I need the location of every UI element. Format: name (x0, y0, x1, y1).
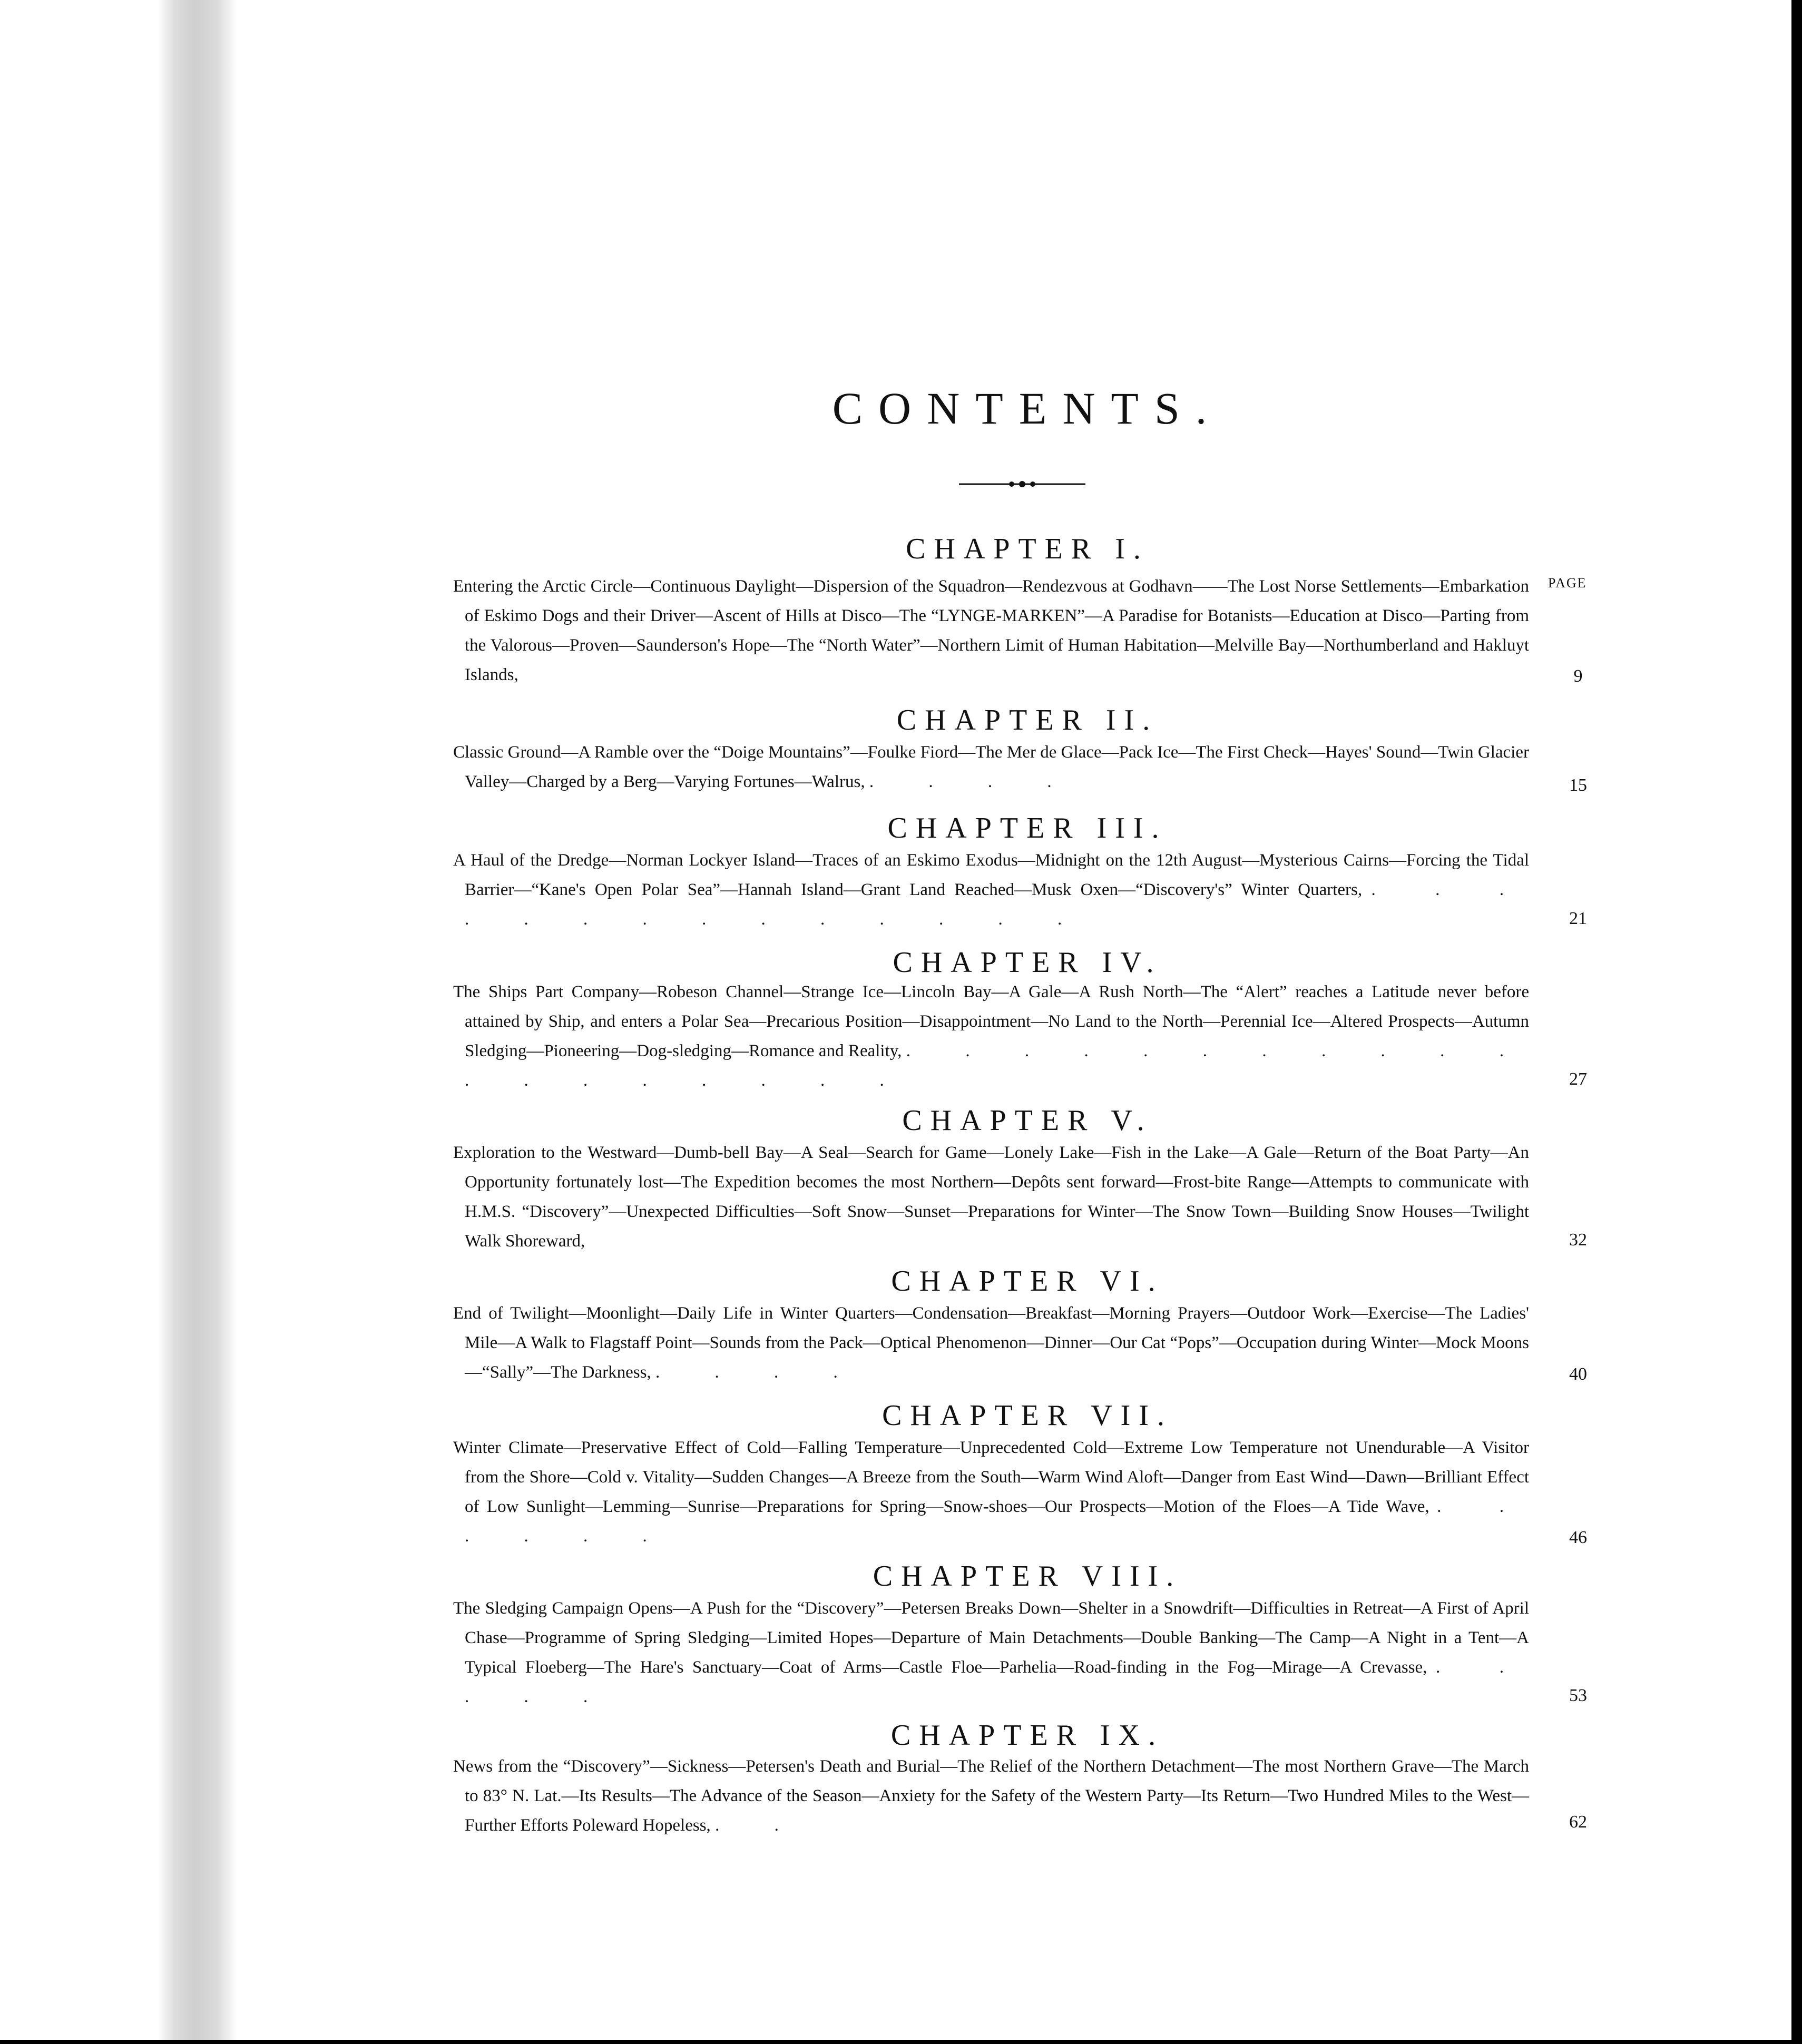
chapter-description-text: The Sledging Campaign Opens—A Push for the “Discovery”—Petersen Breaks Down—Shelter in a Snowdrift—Difficulties in Retreat—A First of April Chase—Programme of Spring Sledging—Limited Hopes—Departure of Main Detachments—Double Banking—The Camp—A Night in a Tent—A Typical Floeberg—The Hare's Sanctuary—Coat of Arms—Castle Floe—Parhelia—Road-finding in the Fog—Mirage—A Crevasse, (453, 1599, 1529, 1677)
chapter-description-text: End of Twilight—Moonlight—Daily Life in Winter Quarters—Condensation—Breakfast—Morning Prayers—Outdoor Work—Exercise—The Ladies' Mile—A Walk to Flagstaff Point—Sounds from the Pack—Optical Phenomenon—Dinner—Our Cat “Pops”—Occupation during Winter—Mock Moons—“Sally”—The Darkness, (453, 1304, 1529, 1382)
chapter-heading: CHAPTER IX. (890, 1719, 1164, 1752)
chapter-description-text: The Ships Part Company—Robeson Channel—Strange Ice—Lincoln Bay—A Gale—A Rush North—The “Alert” reaches a Latitude never before attained by Ship, and enters a Polar Sea—Precarious Position—Disappointment—No Land to the North—Perennial Ice—Altered Prospects—Autumn Sledging—Pioneering—Dog-sledging—Romance and Reality, (453, 982, 1529, 1060)
chapter-description (453, 977, 1529, 1095)
page-number: 27 (1569, 1069, 1587, 1089)
chapter-heading: CHAPTER IV. (893, 946, 1162, 979)
leader-dots: . . (715, 1816, 804, 1835)
chapter-heading: CHAPTER I. (906, 533, 1149, 565)
page-number: 40 (1569, 1364, 1587, 1384)
scan-bottom-border (0, 2040, 1802, 2044)
page-column-label: PAGE (1548, 575, 1587, 591)
chapter-description-text: Entering the Arctic Circle—Continuous Daylight—Dispersion of the Squadron—Rendezvous at Godhavn——The Lost Norse Settlements—Embarkation of Eskimo Dogs and their Driver—Ascent of Hills at Disco—The “LYNGE-MARKEN”—A Paradise for Botanists—Education at Disco—Parting from the Valorous—Proven—Saunderson's Hope—The “North Water”—Northern Limit of Human Habitation—Melville Bay—Northumberland and Hakluyt Islands, (453, 577, 1529, 684)
chapter-heading: CHAPTER II. (896, 704, 1159, 736)
leader-dots: . . . . . (465, 1658, 1529, 1706)
page-number: 53 (1569, 1686, 1587, 1705)
leader-dots: . . . . . . . . . . . . . . . . . . . (465, 1041, 1530, 1090)
chapter-description (453, 738, 1529, 797)
page-number: 62 (1569, 1812, 1587, 1832)
page-number: 9 (1573, 666, 1583, 686)
page-number: 21 (1569, 909, 1587, 928)
chapter-description (453, 846, 1529, 934)
ornament-divider (959, 478, 1085, 490)
leader-dots: . . . . . . . . . . . . . . (465, 880, 1530, 929)
chapter-description (453, 572, 1529, 690)
chapter-heading: CHAPTER VIII. (873, 1560, 1182, 1593)
page-title: CONTENTS. (832, 383, 1223, 434)
chapter-description-text: Exploration to the Westward—Dumb-bell Bay—A Seal—Search for Game—Lonely Lake—Fish in the Lake—A Gale—Return of the Boat Party—An Opportunity fortunately lost—The Expedition becomes the most Northern—Depôts sent forward—Frost-bite Range—Attempts to communicate with H.M.S. “Discovery”—Unexpected Difficulties—Soft Snow—Sunset—Preparations for Winter—The Snow Town—Building Snow Houses—Twilight Walk Shoreward, (453, 1143, 1529, 1251)
chapter-description (453, 1138, 1529, 1256)
chapter-description (453, 1594, 1529, 1712)
chapter-description-text: Classic Ground—A Ramble over the “Doige Mountains”—Foulke Fiord—The Mer de Glace—Pack Ice—The First Check—Hayes' Sound—Twin Glacier Valley—Charged by a Berg—Varying Fortunes—Walrus, (453, 743, 1529, 791)
page-gutter-shadow (158, 0, 237, 2040)
page-number: 32 (1569, 1230, 1587, 1250)
page-number: 46 (1569, 1528, 1587, 1547)
chapter-description-text: News from the “Discovery”—Sickness—Petersen's Death and Burial—The Relief of the Northern Detachment—The most Northern Grave—The March to 83° N. Lat.—Its Results—The Advance of the Season—Anxiety for the Safety of the Western Party—Its Return—Two Hundred Miles to the West—Further Efforts Poleward Hopeless, (453, 1757, 1529, 1835)
chapter-description (453, 1433, 1529, 1551)
chapter-description-text: A Haul of the Dredge—Norman Lockyer Island—Traces of an Eskimo Exodus—Midnight on the 12th August—Mysterious Cairns—Forcing the Tidal Barrier—“Kane's Open Polar Sea”—Hannah Island—Grant Land Reached—Musk Oxen—“Discovery's” Winter Quarters, (453, 851, 1529, 899)
scan-right-border (1791, 0, 1802, 2044)
chapter-heading: CHAPTER III. (887, 812, 1168, 844)
leader-dots: . . . . (655, 1363, 863, 1382)
leader-dots: . . . . (869, 772, 1077, 791)
chapter-description-text: Winter Climate—Preservative Effect of Cold—Falling Temperature—Unprecedented Cold—Extreme Low Temperature not Unendurable—A Visitor from the Shore—Cold v. Vitality—Sudden Changes—A Breeze from the South—Warm Wind Aloft—Danger from East Wind—Dawn—Brilliant Effect of Low Sunlight—Lemming—Sunrise—Preparations for Spring—Snow-shoes—Our Prospects—Motion of the Floes—A Tide Wave, (453, 1438, 1529, 1516)
chapter-heading: CHAPTER VI. (891, 1265, 1164, 1298)
chapter-description (453, 1752, 1529, 1840)
chapter-heading: CHAPTER V. (902, 1104, 1153, 1137)
page-number: 15 (1569, 775, 1587, 795)
chapter-description (453, 1299, 1529, 1387)
leader-dots: . . . . . . (465, 1497, 1530, 1546)
chapter-heading: CHAPTER VII. (882, 1399, 1173, 1432)
